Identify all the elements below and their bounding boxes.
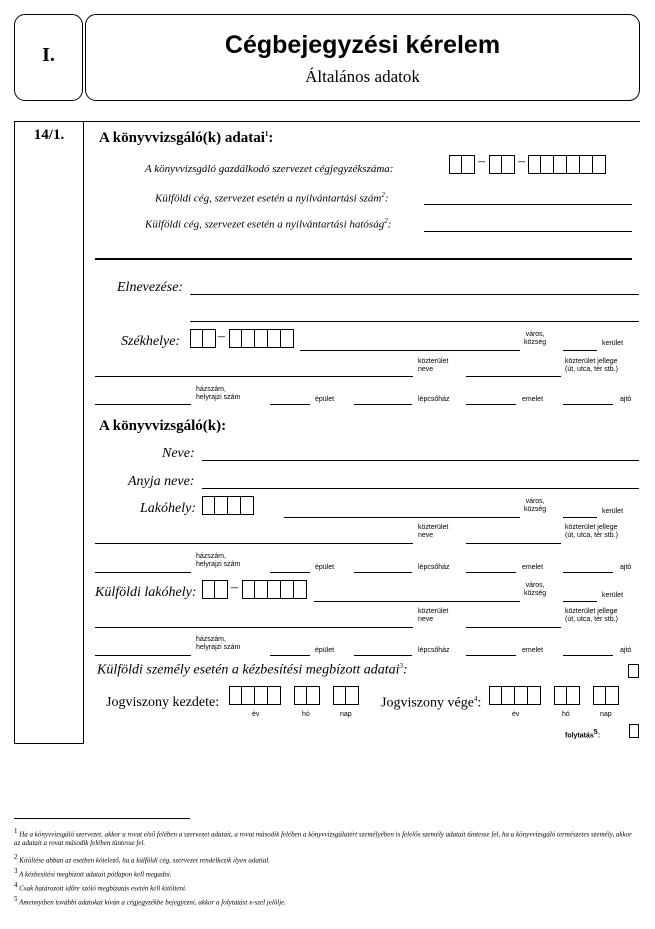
footnote-3: $^3$ A kézbesítési megbízott adatait pótlapon kell megadni.	[14, 867, 172, 879]
residence-house-label: házszám, helyrajzi szám	[196, 553, 241, 568]
residence-district-field[interactable]	[563, 517, 597, 518]
seat-floor-field[interactable]	[466, 404, 516, 405]
residence-floor-field[interactable]	[466, 572, 516, 573]
relation-start-month-label: hó	[302, 711, 310, 718]
foreign-residence-floor-field[interactable]	[466, 655, 516, 656]
section-number: I.	[42, 44, 55, 66]
seat-house-label: házszám, helyrajzi szám	[196, 386, 241, 401]
continuation-label: folytatás$^5$:	[565, 729, 601, 740]
seat-street-type-label: közterület jellege (út, utca, tér stb.)	[565, 358, 618, 373]
foreign-authority-field[interactable]	[424, 231, 632, 232]
foreign-residence-street-field[interactable]	[95, 627, 413, 628]
foreign-residence-building-label: épület	[315, 647, 335, 654]
seat-staircase-field[interactable]	[354, 404, 412, 405]
residence-staircase-label: lépcsőház	[418, 564, 450, 571]
seat-city-field[interactable]	[300, 350, 520, 351]
registration-form-code[interactable]	[489, 155, 515, 174]
residence-postal-code[interactable]	[202, 496, 254, 515]
continuation-checkbox[interactable]	[629, 724, 639, 738]
relation-start-month[interactable]	[294, 686, 320, 705]
foreign-residence-city-field[interactable]	[314, 601, 520, 602]
residence-district-label: kerület	[602, 508, 624, 515]
section-heading: A könyvvizsgáló(k) adatai$^1$:	[99, 130, 274, 146]
foreign-residence-country-code[interactable]	[202, 580, 228, 599]
residence-staircase-field[interactable]	[354, 572, 412, 573]
seat-district-field[interactable]	[563, 350, 597, 351]
relation-end-day-label: nap	[600, 711, 612, 718]
delivery-agent-label: Külföldi személy esetén a kézbesítési megbízott adatai$^3$:	[97, 662, 408, 678]
relation-end-year[interactable]	[489, 686, 541, 705]
dash-1: –	[478, 154, 485, 169]
relation-end-label: Jogviszony vége$^4$:	[381, 695, 482, 711]
page-subtitle: Általános adatok	[305, 67, 420, 86]
relation-end-year-label: év	[512, 711, 520, 718]
residence-city-field[interactable]	[284, 517, 520, 518]
foreign-residence-street-type-label: közterület jellege (út, utca, tér stb.)	[565, 608, 618, 623]
company-name-field-1[interactable]	[190, 294, 639, 295]
dash-4: –	[231, 580, 238, 595]
seat-door-label: ajtó	[620, 396, 632, 403]
seat-street-field[interactable]	[95, 376, 413, 377]
seat-city-label: város, község	[524, 331, 547, 346]
seat-house-field[interactable]	[95, 404, 191, 405]
foreign-residence-staircase-field[interactable]	[354, 655, 412, 656]
residence-city-label: város, község	[524, 498, 547, 513]
seat-country-code[interactable]	[190, 329, 216, 348]
footnote-4: $^4$ Csak határozott időre szóló megbízatás esetén kell kitölteni.	[14, 881, 187, 893]
foreign-residence-postal-code[interactable]	[242, 580, 307, 599]
seat-floor-label: emelet	[522, 396, 544, 403]
footnote-2: $^2$ Kitöltése abban az esetben kötelező, ha a külföldi cég, szervezet rendelkezik ilyen adattal.	[14, 853, 270, 865]
foreign-residence-floor-label: emelet	[522, 647, 544, 654]
foreign-residence-door-field[interactable]	[563, 655, 613, 656]
relation-end-month[interactable]	[554, 686, 580, 705]
foreign-residence-house-label: házszám, helyrajzi szám	[196, 636, 241, 651]
relation-end-day[interactable]	[593, 686, 619, 705]
residence-door-label: ajtó	[620, 564, 632, 571]
foreign-residence-label: Külföldi lakóhely:	[95, 585, 197, 600]
foreign-residence-building-field[interactable]	[270, 655, 310, 656]
seat-street-label: közterület neve	[418, 358, 449, 373]
foreign-residence-street-label: közterület neve	[418, 608, 449, 623]
seat-door-field[interactable]	[563, 404, 613, 405]
mother-name-field[interactable]	[202, 488, 639, 489]
residence-street-type-label: közterület jellege (út, utca, tér stb.)	[565, 524, 618, 539]
relation-start-label: Jogviszony kezdete:	[106, 695, 220, 710]
dash-2: –	[518, 154, 525, 169]
foreign-residence-house-field[interactable]	[95, 655, 191, 656]
section-number-column	[14, 121, 84, 744]
seat-district-label: kerület	[602, 340, 624, 347]
delivery-agent-checkbox[interactable]	[628, 664, 639, 678]
seat-staircase-label: lépcsőház	[418, 396, 450, 403]
foreign-residence-door-label: ajtó	[620, 647, 632, 654]
company-name-label: Elnevezése:	[117, 280, 184, 295]
dash-3: –	[218, 329, 225, 344]
registration-court-code[interactable]	[449, 155, 475, 174]
residence-building-label: épület	[315, 564, 335, 571]
foreign-authority-label: Külföldi cég, szervezet esetén a nyilvántartási hatóság$^2$:	[145, 217, 392, 231]
page-title: Cégbejegyzési kérelem	[224, 31, 501, 59]
residence-street-field[interactable]	[95, 543, 413, 544]
registration-serial[interactable]	[528, 155, 606, 174]
section-id: 14/1.	[33, 127, 65, 143]
residence-door-field[interactable]	[563, 572, 613, 573]
registration-number-label: A könyvvizsgáló gazdálkodó szervezet cégjegyzékszáma:	[145, 163, 394, 175]
foreign-registry-number-label: Külföldi cég, szervezet esetén a nyilvántartási szám$^2$:	[155, 191, 389, 205]
relation-start-day-label: nap	[340, 711, 352, 718]
residence-label: Lakóhely:	[140, 501, 196, 516]
seat-building-label: épület	[315, 396, 335, 403]
frame-top-line	[84, 121, 640, 122]
residence-street-label: közterület neve	[418, 524, 449, 539]
footnote-5: $^5$ Amennyiben további adatokat kíván a cégjegyzékbe bejegyezni, akkor a folytatást x-szel jelölje.	[14, 895, 287, 907]
footnote-rule	[14, 818, 190, 819]
foreign-registry-number-field[interactable]	[424, 204, 632, 205]
residence-floor-label: emelet	[522, 564, 544, 571]
residence-building-field[interactable]	[270, 572, 310, 573]
foreign-residence-district-label: kerület	[602, 592, 624, 599]
person-name-field[interactable]	[202, 460, 639, 461]
relation-start-year[interactable]	[229, 686, 281, 705]
company-name-field-2[interactable]	[190, 321, 639, 322]
residence-street-type-field[interactable]	[466, 543, 561, 544]
seat-postal-code[interactable]	[229, 329, 294, 348]
auditors-heading: A könyvvizsgáló(k):	[99, 418, 227, 434]
relation-start-day[interactable]	[333, 686, 359, 705]
seat-street-type-field[interactable]	[466, 376, 561, 377]
separator	[95, 258, 632, 260]
foreign-residence-district-field[interactable]	[563, 601, 597, 602]
seat-label: Székhelye:	[121, 334, 181, 349]
foreign-residence-staircase-label: lépcsőház	[418, 647, 450, 654]
residence-house-field[interactable]	[95, 572, 191, 573]
person-name-label: Neve:	[162, 446, 195, 461]
seat-building-field[interactable]	[270, 404, 310, 405]
relation-end-month-label: hó	[562, 711, 570, 718]
foreign-residence-city-label: város, község	[524, 582, 547, 597]
foreign-residence-street-type-field[interactable]	[466, 627, 561, 628]
footnote-1: $^1$ Ha a könyvvizsgáló szervezet, akkor a rovat első felében a szervezet adatait, a rovat második felében a könyvvizsgálatért személyében is felelős személy adatait tüntesse fel, ha a könyvvizsgáló természetes személy, akkor az adatait a rovat második felében tüntesse fel.	[14, 827, 632, 848]
relation-start-year-label: év	[252, 711, 260, 718]
mother-name-label: Anyja neve:	[128, 474, 195, 489]
